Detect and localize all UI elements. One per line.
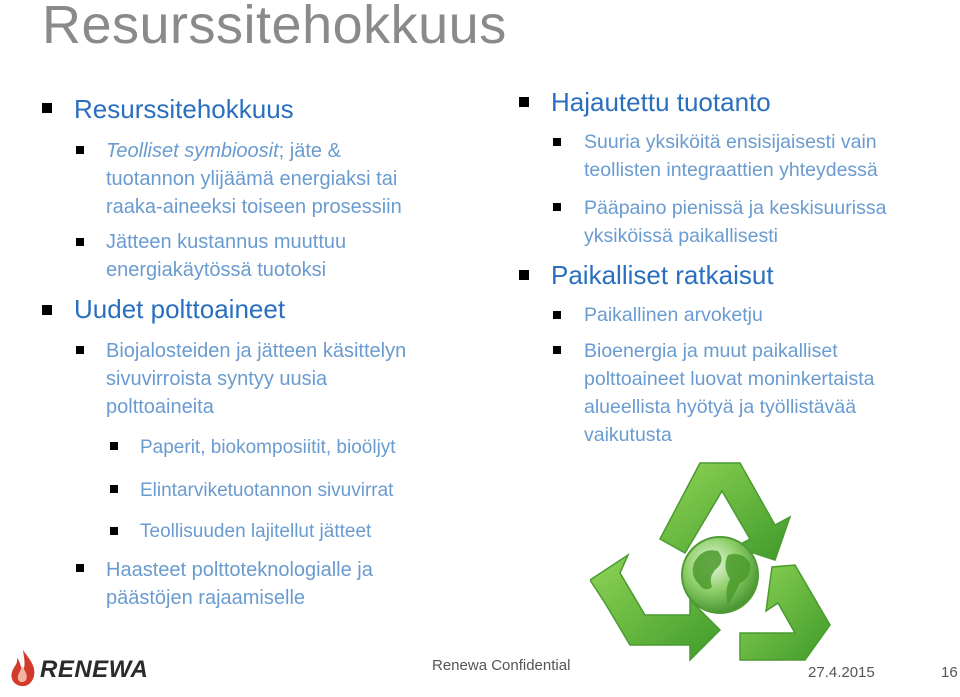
right-item-1-line-2: teollisten integraattien yhteydessä bbox=[584, 159, 878, 181]
right-item-2-line-2: yksiköissä paikallisesti bbox=[584, 225, 778, 247]
bullet-square bbox=[76, 146, 84, 154]
left-item-2-line-1: Jätteen kustannus muuttuu bbox=[106, 231, 347, 253]
left-item-1-line-2: tuotannon ylijäämä energiaksi tai bbox=[106, 168, 398, 190]
left-heading-1: Resurssitehokkuus bbox=[74, 94, 294, 124]
left-item-3-line-1: Biojalosteiden ja jätteen käsittelyn bbox=[106, 340, 407, 362]
renewa-logo bbox=[8, 648, 149, 688]
recycle-globe-icon bbox=[590, 455, 855, 675]
bullet-square bbox=[519, 270, 529, 280]
right-heading-1: Hajautettu tuotanto bbox=[551, 87, 771, 117]
bullet-square bbox=[110, 527, 118, 535]
bullet-square bbox=[553, 311, 561, 319]
left-subitem-1: Paperit, biokomposiitit, bioöljyt bbox=[140, 437, 396, 458]
left-item-1-line-1: Teolliset symbioosit; jäte & bbox=[106, 140, 341, 162]
bullet-square bbox=[76, 238, 84, 246]
footer-confidential: Renewa Confidential bbox=[432, 657, 571, 674]
left-item-4-line-1: Haasteet polttoteknologialle ja bbox=[106, 559, 373, 581]
left-item-1-line-3: raaka-aineeksi toiseen prosessiin bbox=[106, 196, 402, 218]
right-item-3: Paikallinen arvoketju bbox=[584, 304, 763, 326]
left-heading-2: Uudet polttoaineet bbox=[74, 294, 286, 324]
flame-icon bbox=[8, 648, 38, 688]
bullet-square bbox=[76, 564, 84, 572]
left-item-3-line-2: sivuvirroista syntyy uusia bbox=[106, 368, 328, 390]
left-subitem-3: Teollisuuden lajitellut jätteet bbox=[140, 521, 372, 542]
right-item-4-line-4: vaikutusta bbox=[584, 424, 672, 446]
bullet-square bbox=[76, 346, 84, 354]
bullet-square bbox=[553, 203, 561, 211]
right-item-4-line-2: polttoaineet luovat moninkertaista bbox=[584, 368, 875, 390]
right-item-1-line-1: Suuria yksiköitä ensisijaisesti vain bbox=[584, 131, 877, 153]
logo-text: RENEWA bbox=[40, 656, 149, 683]
bullet-square bbox=[553, 346, 561, 354]
left-item-4-line-2: päästöjen rajaamiselle bbox=[106, 587, 306, 609]
bullet-square bbox=[42, 103, 52, 113]
left-subitem-2: Elintarviketuotannon sivuvirrat bbox=[140, 480, 394, 501]
bullet-square bbox=[42, 305, 52, 315]
right-heading-2: Paikalliset ratkaisut bbox=[551, 260, 774, 290]
bullet-square bbox=[110, 485, 118, 493]
right-item-2-line-1: Pääpaino pienissä ja keskisuurissa bbox=[584, 197, 887, 219]
bullet-square bbox=[519, 97, 529, 107]
bullet-square bbox=[553, 138, 561, 146]
left-item-3-line-3: polttoaineita bbox=[106, 396, 214, 418]
right-item-4-line-1: Bioenergia ja muut paikalliset bbox=[584, 340, 838, 362]
slide-title: Resurssitehokkuus bbox=[42, 0, 507, 55]
bullet-square bbox=[110, 442, 118, 450]
footer-date: 27.4.2015 bbox=[808, 664, 875, 681]
right-item-4-line-3: alueellista hyötyä ja työllistävää bbox=[584, 396, 857, 418]
page-number: 16 bbox=[941, 664, 958, 681]
left-item-2-line-2: energiakäytössä tuotoksi bbox=[106, 259, 327, 281]
